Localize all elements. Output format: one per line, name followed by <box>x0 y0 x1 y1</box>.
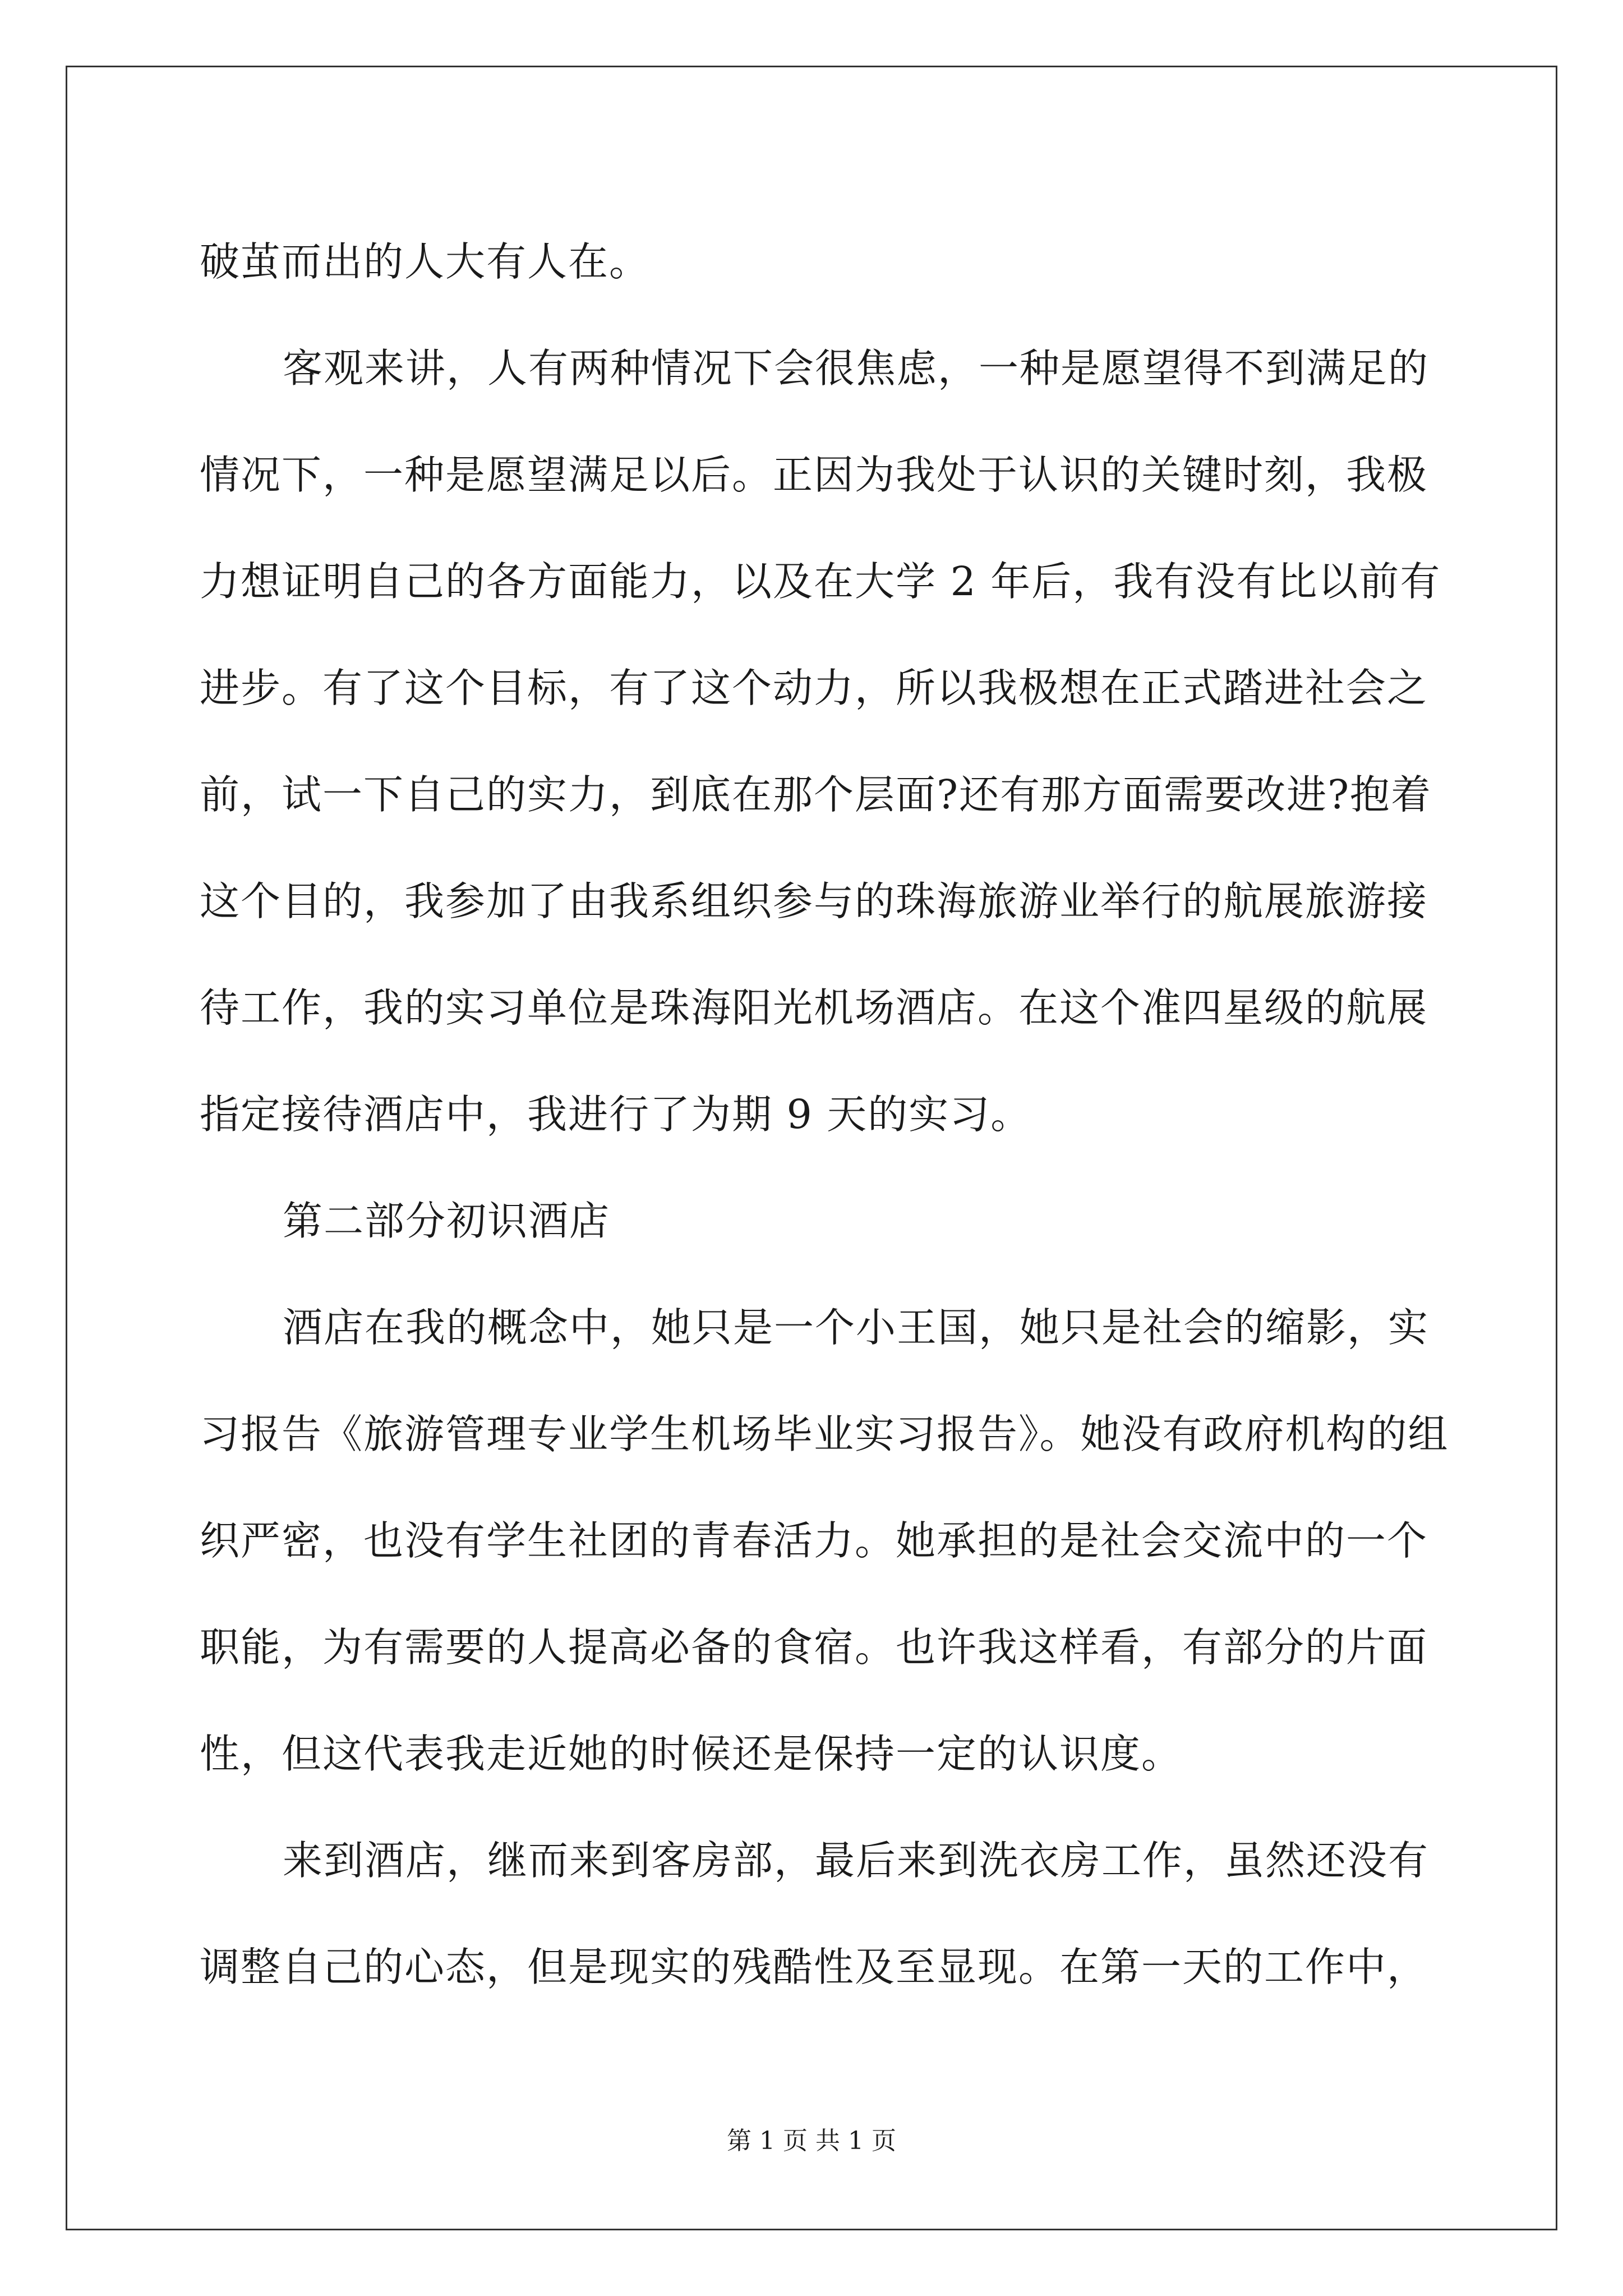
text-line: 织严密，也没有学生社团的青春活力。她承担的是社会交流中的一个 <box>200 1517 1428 1564</box>
text-line: 指定接待酒店中，我进行了为期 9 天的实习。 <box>200 1091 1032 1138</box>
text-line: 待工作，我的实习单位是珠海阳光机场酒店。在这个准四星级的航展 <box>200 984 1428 1031</box>
text-line: 性，但这代表我走近她的时候还是保持一定的认识度。 <box>200 1731 1183 1777</box>
text-line: 这个目的，我参加了由我系组织参与的珠海旅游业举行的航展旅游接 <box>200 878 1428 924</box>
text-line: 破茧而出的人大有人在。 <box>200 238 651 285</box>
text-line: 酒店在我的概念中，她只是一个小王国，她只是社会的缩影，实 <box>283 1304 1430 1351</box>
text-line: 情况下，一种是愿望满足以后。正因为我处于认识的关键时刻，我极 <box>200 452 1428 498</box>
text-line: 调整自己的心态，但是现实的残酷性及至显现。在第一天的工作中， <box>200 1944 1428 1990</box>
text-line: 进步。有了这个目标，有了这个动力，所以我极想在正式踏进社会之 <box>200 665 1428 711</box>
page-footer: 第 1 页 共 1 页 <box>727 2127 896 2155</box>
text-line: 职能，为有需要的人提高必备的食宿。也许我这样看，有部分的片面 <box>200 1624 1428 1671</box>
text-line: 前，试一下自己的实力，到底在那个层面?还有那方面需要改进?抱着 <box>200 771 1432 818</box>
text-line: 力想证明自己的各方面能力，以及在大学 2 年后，我有没有比以前有 <box>200 558 1441 605</box>
text-line: 客观来讲，人有两种情况下会很焦虑，一种是愿望得不到满足的 <box>283 345 1430 392</box>
document-body <box>200 209 1449 2021</box>
section-heading: 第二部分初识酒店 <box>283 1198 611 1244</box>
text-line: 习报告《旅游管理专业学生机场毕业实习报告》。她没有政府机构的组 <box>200 1411 1449 1457</box>
text-line: 来到酒店，继而来到客房部，最后来到洗衣房工作，虽然还没有 <box>283 1837 1430 1884</box>
